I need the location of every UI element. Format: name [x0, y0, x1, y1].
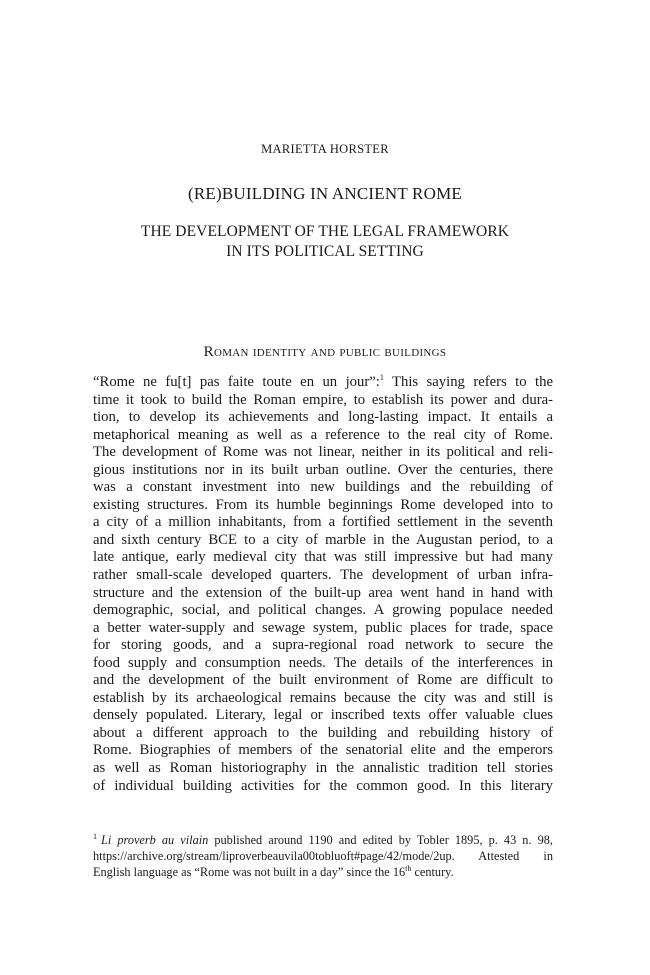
- body-line: for storing goods, and a supra-regional road network to secure the: [93, 637, 553, 654]
- body-line: gious institutions nor in its built urban outline. Over the centuries, there: [93, 461, 553, 478]
- body-line: densely populated. Literary, legal or inscribed texts offer valuable clues: [93, 707, 553, 724]
- body-line: about a different approach to the building and rebuilding history of: [93, 724, 553, 741]
- body-line: was a constant investment into new buildings and the rebuilding of: [93, 479, 553, 496]
- body-line: establish by its archaeological remains because the city was and still is: [93, 689, 553, 706]
- body-line: Rome. Biographies of members of the senatorial elite and the emperors: [93, 742, 553, 759]
- chapter-title: (RE)BUILDING IN ANCIENT ROME: [188, 184, 462, 203]
- body-line: structure and the extension of the built-up area went hand in hand with: [93, 584, 553, 601]
- body-line: The development of Rome was not linear, neither in its political and reli-: [93, 444, 553, 461]
- footnote: [93, 832, 553, 880]
- body-line: food supply and consumption needs. The details of the interferences in: [93, 654, 553, 671]
- body-line: time it took to build the Roman empire, to establish its power and dura-: [93, 391, 553, 408]
- body-line: and the development of the built environment of Rome are difficult to: [93, 672, 553, 689]
- footnote-link[interactable]: https://archive.org/stream/liproverbeauvila00tobluoft#page/42/mode/2up. Attested in: [93, 849, 553, 863]
- footnote-line: English language as “Rome was not built in a day” since the 16th century.: [93, 863, 454, 879]
- body-line: metaphorical meaning as well as a reference to the real city of Rome.: [93, 426, 553, 443]
- body-line: demographic, social, and political changes. A growing populace needed: [93, 602, 553, 619]
- footnote-source-title: Li proverb au vilain: [101, 833, 209, 847]
- footnote-line: $^1$ Li proverb au vilain published around 1190 and edited by Tobler 1895, p. 43 n. 98,: [93, 831, 553, 847]
- body-line: and sixth century BCE to a city of marble in the Augustan period, to a: [93, 531, 553, 548]
- section-heading: Roman identity and public buildings: [203, 344, 447, 360]
- body-line: late antique, early medieval city that was still impressive but had many: [93, 549, 553, 566]
- body-line: of individual building activities for the common good. In this literary: [93, 777, 553, 794]
- body-line: tion, to develop its achievements and long-lasting impact. It entails a: [93, 409, 553, 426]
- footnote-mark: 1: [93, 831, 97, 841]
- subtitle-line-2: IN ITS POLITICAL SETTING: [226, 243, 424, 260]
- footnote-reference: 1: [379, 373, 384, 383]
- body-line: a better water-supply and sewage system, public places for trade, space: [93, 619, 553, 636]
- chapter-subtitle: [0, 222, 650, 262]
- body-line: as well as Roman historiography in the annalistic tradition tell stories: [93, 760, 553, 777]
- body-line: “Rome ne fu[t] pas faite toute en un jour”:$^1$ This saying refers to the: [93, 373, 553, 390]
- subtitle-line-1: THE DEVELOPMENT OF THE LEGAL FRAMEWORK: [140, 223, 510, 240]
- body-line: existing structures. From its humble beginnings Rome developed into to: [93, 496, 553, 513]
- body-line: rather small-scale developed quarters. The development of urban infra-: [93, 567, 553, 584]
- author-name: MARIETTA HORSTER: [261, 142, 389, 156]
- body-line: a city of a million inhabitants, from a fortified settlement in the seventh: [93, 514, 553, 531]
- body-paragraph: [93, 374, 553, 795]
